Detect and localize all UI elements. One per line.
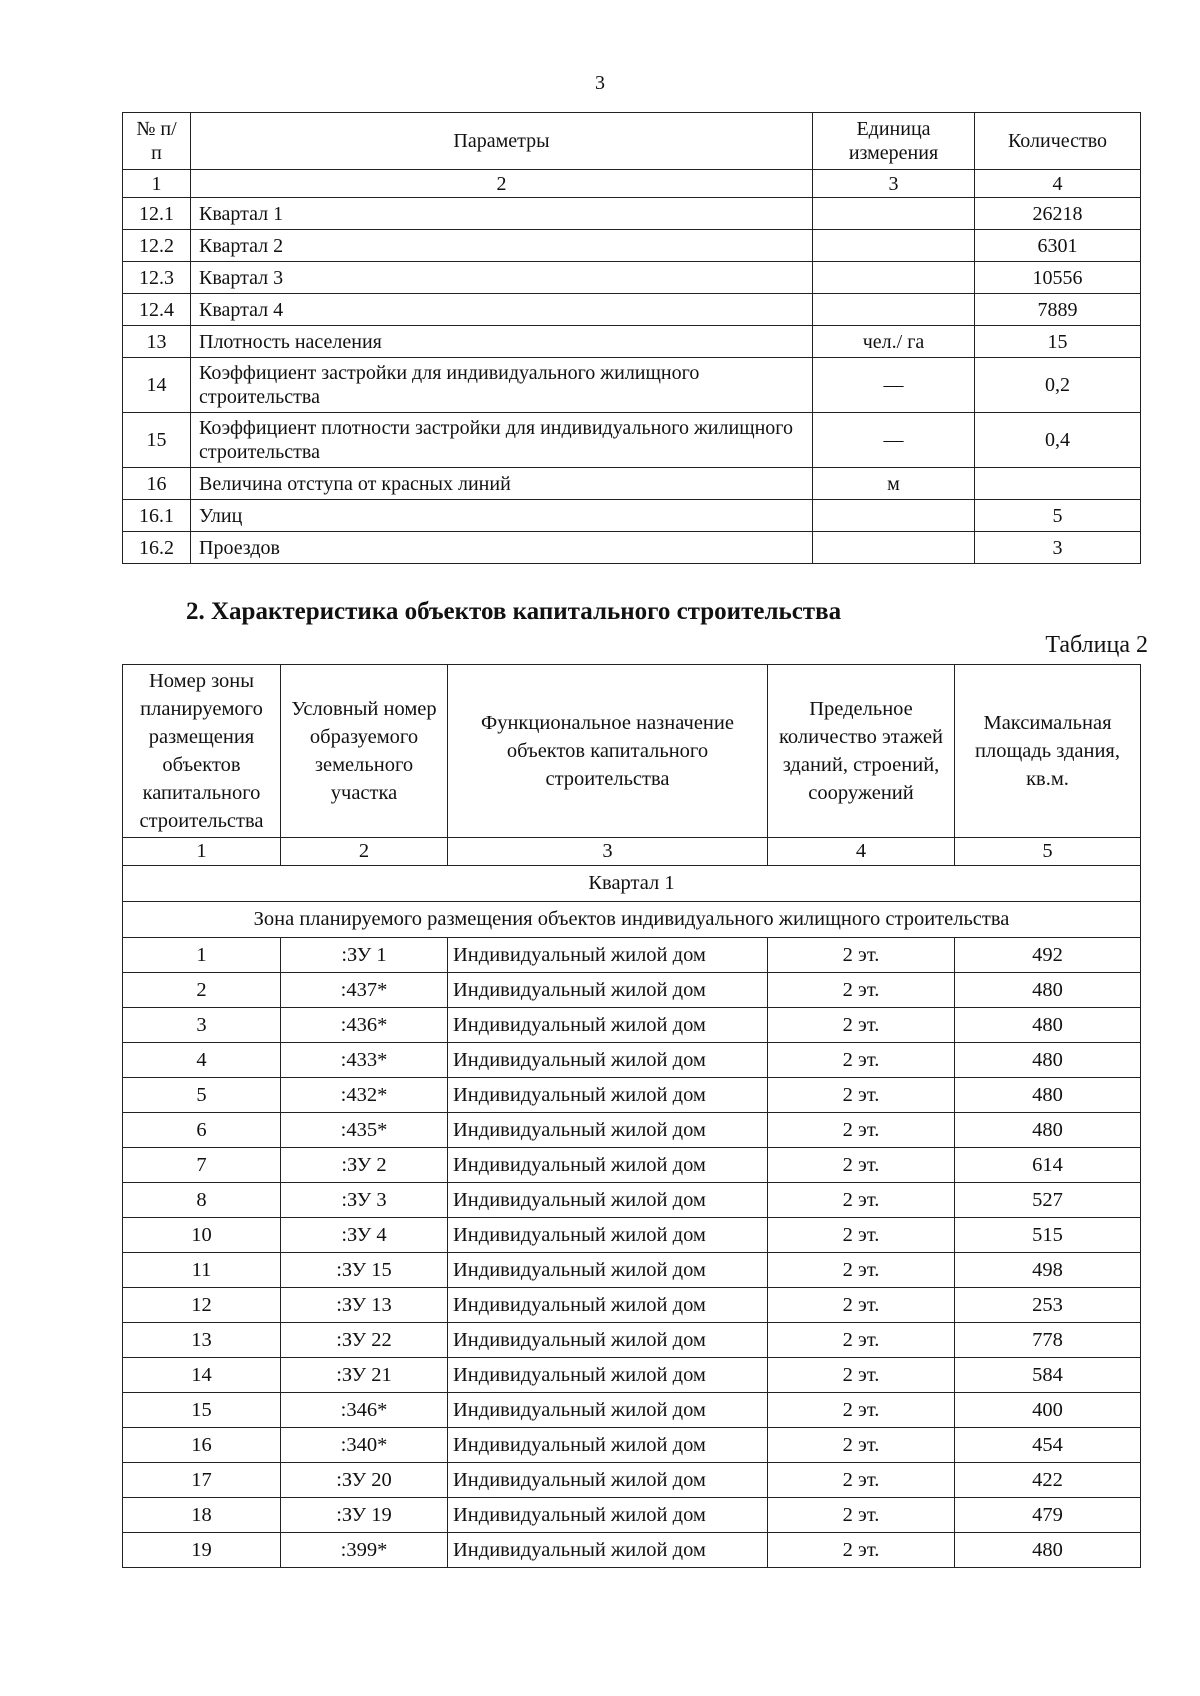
table-row: [123, 1113, 1141, 1148]
row-parameter: Величина отступа от красных линий: [191, 468, 813, 500]
table-row: [123, 1393, 1141, 1428]
row-plot-number: :ЗУ 21: [281, 1358, 448, 1393]
row-floors: 2 эт.: [768, 1253, 955, 1288]
row-plot-number: :ЗУ 15: [281, 1253, 448, 1288]
row-plot-number: :ЗУ 1: [281, 938, 448, 973]
row-purpose: Индивидуальный жилой дом: [448, 1253, 768, 1288]
row-zone-number: 18: [123, 1498, 281, 1533]
table-row: [123, 1533, 1141, 1568]
row-number: 13: [123, 326, 191, 358]
row-number: 16.2: [123, 532, 191, 564]
row-plot-number: :ЗУ 3: [281, 1183, 448, 1218]
row-quantity: 10556: [975, 262, 1141, 294]
row-purpose: Индивидуальный жилой дом: [448, 1288, 768, 1323]
row-max-area: 480: [955, 1008, 1141, 1043]
table-row: [123, 1078, 1141, 1113]
row-parameter: Коэффициент застройки для индивидуального жилищного строительства: [191, 358, 813, 413]
row-max-area: 454: [955, 1428, 1141, 1463]
row-unit: [813, 294, 975, 326]
row-purpose: Индивидуальный жилой дом: [448, 1008, 768, 1043]
row-purpose: Индивидуальный жилой дом: [448, 1078, 768, 1113]
row-zone-number: 17: [123, 1463, 281, 1498]
row-purpose: Индивидуальный жилой дом: [448, 1498, 768, 1533]
row-purpose: Индивидуальный жилой дом: [448, 1043, 768, 1078]
table-row: [123, 198, 1141, 230]
row-max-area: 480: [955, 1113, 1141, 1148]
row-number: 16: [123, 468, 191, 500]
row-quantity: 26218: [975, 198, 1141, 230]
row-unit: [813, 230, 975, 262]
row-max-area: 584: [955, 1358, 1141, 1393]
row-zone-number: 15: [123, 1393, 281, 1428]
row-parameter: Квартал 2: [191, 230, 813, 262]
header-max-area: Максимальная площадь здания, кв.м.: [955, 665, 1141, 838]
row-purpose: Индивидуальный жилой дом: [448, 938, 768, 973]
row-max-area: 498: [955, 1253, 1141, 1288]
table-header-row: [123, 113, 1141, 170]
row-max-area: 527: [955, 1183, 1141, 1218]
row-plot-number: :340*: [281, 1428, 448, 1463]
table-row: [123, 1288, 1141, 1323]
row-quantity: 3: [975, 532, 1141, 564]
table-row: [123, 326, 1141, 358]
row-purpose: Индивидуальный жилой дом: [448, 1358, 768, 1393]
row-max-area: 479: [955, 1498, 1141, 1533]
row-zone-number: 13: [123, 1323, 281, 1358]
row-max-area: 778: [955, 1323, 1141, 1358]
row-parameter: Квартал 1: [191, 198, 813, 230]
row-purpose: Индивидуальный жилой дом: [448, 1323, 768, 1358]
table-row: [123, 468, 1141, 500]
row-max-area: 480: [955, 1533, 1141, 1568]
row-plot-number: :ЗУ 13: [281, 1288, 448, 1323]
row-zone-number: 19: [123, 1533, 281, 1568]
row-unit: [813, 532, 975, 564]
table-row: [123, 1043, 1141, 1078]
header-plot-number: Условный номер образуемого земельного участка: [281, 665, 448, 838]
row-number: 12.4: [123, 294, 191, 326]
column-number: 1: [123, 170, 191, 198]
row-number: 14: [123, 358, 191, 413]
row-quantity: 7889: [975, 294, 1141, 326]
header-floors: Предельное количество этажей зданий, строений, сооружений: [768, 665, 955, 838]
column-number: 3: [813, 170, 975, 198]
row-zone-number: 3: [123, 1008, 281, 1043]
row-parameter: Улиц: [191, 500, 813, 532]
row-plot-number: :432*: [281, 1078, 448, 1113]
table-row: [123, 500, 1141, 532]
column-number: 5: [955, 838, 1141, 866]
row-floors: 2 эт.: [768, 1148, 955, 1183]
row-quantity: [975, 468, 1141, 500]
row-max-area: 614: [955, 1148, 1141, 1183]
row-floors: 2 эт.: [768, 1428, 955, 1463]
row-purpose: Индивидуальный жилой дом: [448, 973, 768, 1008]
row-zone-number: 14: [123, 1358, 281, 1393]
table-row: [123, 1463, 1141, 1498]
table-row: [123, 1008, 1141, 1043]
row-max-area: 480: [955, 1078, 1141, 1113]
table-caption: Таблица 2: [1045, 632, 1148, 658]
row-plot-number: :436*: [281, 1008, 448, 1043]
row-zone-number: 7: [123, 1148, 281, 1183]
table-row: [123, 1218, 1141, 1253]
row-plot-number: :ЗУ 19: [281, 1498, 448, 1533]
row-plot-number: :346*: [281, 1393, 448, 1428]
row-zone-number: 11: [123, 1253, 281, 1288]
row-max-area: 400: [955, 1393, 1141, 1428]
header-unit: Единица измерения: [813, 113, 975, 170]
row-zone-number: 8: [123, 1183, 281, 1218]
row-number: 15: [123, 413, 191, 468]
row-unit: [813, 198, 975, 230]
row-purpose: Индивидуальный жилой дом: [448, 1148, 768, 1183]
row-quantity: 0,4: [975, 413, 1141, 468]
row-floors: 2 эт.: [768, 973, 955, 1008]
row-parameter: Квартал 4: [191, 294, 813, 326]
row-floors: 2 эт.: [768, 1078, 955, 1113]
row-plot-number: :399*: [281, 1533, 448, 1568]
row-zone-number: 10: [123, 1218, 281, 1253]
row-zone-number: 2: [123, 973, 281, 1008]
row-parameter: Коэффициент плотности застройки для индивидуального жилищного строительства: [191, 413, 813, 468]
header-no: № п/п: [123, 113, 191, 170]
row-plot-number: :433*: [281, 1043, 448, 1078]
section-title: 2. Характеристика объектов капитального строительства: [186, 598, 842, 625]
row-quantity: 0,2: [975, 358, 1141, 413]
row-parameter: Проездов: [191, 532, 813, 564]
row-zone-number: 4: [123, 1043, 281, 1078]
row-max-area: 515: [955, 1218, 1141, 1253]
table-header-row: [123, 665, 1141, 838]
row-floors: 2 эт.: [768, 1393, 955, 1428]
row-unit: [813, 262, 975, 294]
row-plot-number: :ЗУ 4: [281, 1218, 448, 1253]
row-zone-number: 6: [123, 1113, 281, 1148]
row-floors: 2 эт.: [768, 938, 955, 973]
row-max-area: 480: [955, 973, 1141, 1008]
row-purpose: Индивидуальный жилой дом: [448, 1428, 768, 1463]
column-number-row: [123, 170, 1141, 198]
column-number: 2: [281, 838, 448, 866]
row-plot-number: :ЗУ 22: [281, 1323, 448, 1358]
table-row: [123, 1358, 1141, 1393]
page-number: 3: [595, 72, 605, 94]
column-number-row: [123, 838, 1141, 866]
row-max-area: 492: [955, 938, 1141, 973]
row-number: 12.1: [123, 198, 191, 230]
column-number: 2: [191, 170, 813, 198]
row-quantity: 5: [975, 500, 1141, 532]
column-number: 4: [768, 838, 955, 866]
table-row: [123, 1323, 1141, 1358]
table-row: [123, 1498, 1141, 1533]
row-max-area: 422: [955, 1463, 1141, 1498]
table-row: [123, 1428, 1141, 1463]
row-max-area: 253: [955, 1288, 1141, 1323]
group-row: [123, 866, 1141, 902]
row-plot-number: :437*: [281, 973, 448, 1008]
row-purpose: Индивидуальный жилой дом: [448, 1463, 768, 1498]
row-floors: 2 эт.: [768, 1043, 955, 1078]
row-unit: м: [813, 468, 975, 500]
row-zone-number: 12: [123, 1288, 281, 1323]
table-row: [123, 1253, 1141, 1288]
table-row: [123, 1148, 1141, 1183]
row-purpose: Индивидуальный жилой дом: [448, 1113, 768, 1148]
row-floors: 2 эт.: [768, 1008, 955, 1043]
row-number: 12.3: [123, 262, 191, 294]
column-number: 4: [975, 170, 1141, 198]
column-number: 1: [123, 838, 281, 866]
table-row: [123, 358, 1141, 413]
row-plot-number: :ЗУ 2: [281, 1148, 448, 1183]
row-floors: 2 эт.: [768, 1218, 955, 1253]
header-parameters: Параметры: [191, 113, 813, 170]
table-row: [123, 294, 1141, 326]
row-zone-number: 5: [123, 1078, 281, 1113]
row-number: 12.2: [123, 230, 191, 262]
row-unit: чел./ га: [813, 326, 975, 358]
table-row: [123, 1183, 1141, 1218]
row-floors: 2 эт.: [768, 1183, 955, 1218]
row-parameter: Квартал 3: [191, 262, 813, 294]
row-purpose: Индивидуальный жилой дом: [448, 1393, 768, 1428]
row-plot-number: :435*: [281, 1113, 448, 1148]
row-quantity: 6301: [975, 230, 1141, 262]
parameters-table: [122, 112, 1141, 564]
row-zone-number: 16: [123, 1428, 281, 1463]
row-max-area: 480: [955, 1043, 1141, 1078]
header-purpose: Функциональное назначение объектов капитального строительства: [448, 665, 768, 838]
row-plot-number: :ЗУ 20: [281, 1463, 448, 1498]
row-zone-number: 1: [123, 938, 281, 973]
row-unit: [813, 500, 975, 532]
table-row: [123, 413, 1141, 468]
row-purpose: Индивидуальный жилой дом: [448, 1533, 768, 1568]
zone-row: [123, 902, 1141, 938]
row-floors: 2 эт.: [768, 1463, 955, 1498]
row-floors: 2 эт.: [768, 1498, 955, 1533]
column-number: 3: [448, 838, 768, 866]
table-row: [123, 230, 1141, 262]
table-row: [123, 532, 1141, 564]
row-floors: 2 эт.: [768, 1113, 955, 1148]
row-floors: 2 эт.: [768, 1288, 955, 1323]
row-floors: 2 эт.: [768, 1533, 955, 1568]
row-floors: 2 эт.: [768, 1358, 955, 1393]
zone-title: Зона планируемого размещения объектов индивидуального жилищного строительства: [123, 902, 1141, 938]
group-title: Квартал 1: [123, 866, 1141, 902]
header-zone-number: Номер зоны планируемого размещения объектов капитального строительства: [123, 665, 281, 838]
row-quantity: 15: [975, 326, 1141, 358]
table-row: [123, 973, 1141, 1008]
row-purpose: Индивидуальный жилой дом: [448, 1218, 768, 1253]
row-purpose: Индивидуальный жилой дом: [448, 1183, 768, 1218]
table-row: [123, 938, 1141, 973]
row-parameter: Плотность населения: [191, 326, 813, 358]
capital-construction-table: [122, 664, 1141, 1568]
row-unit: —: [813, 413, 975, 468]
row-unit: —: [813, 358, 975, 413]
row-number: 16.1: [123, 500, 191, 532]
table-row: [123, 262, 1141, 294]
row-floors: 2 эт.: [768, 1323, 955, 1358]
header-quantity: Количество: [975, 113, 1141, 170]
